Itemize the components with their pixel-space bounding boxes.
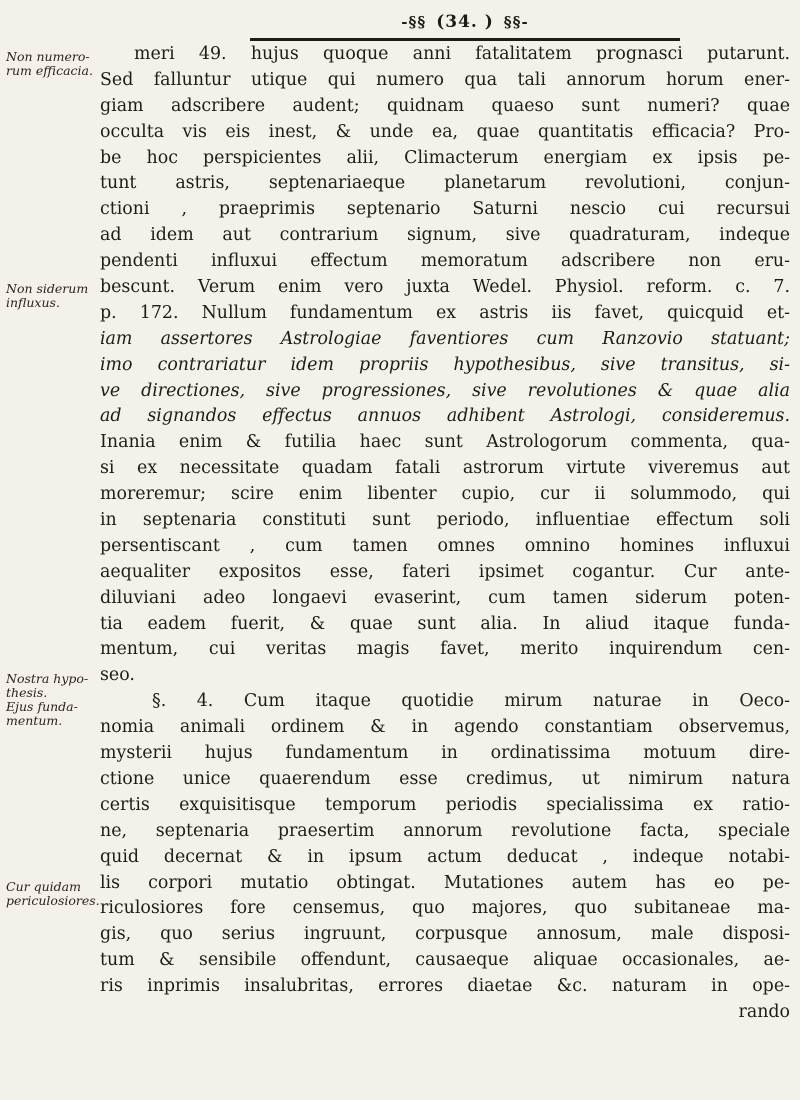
text-line: gis, quo serius ingruunt, corpusque annosum, male disposi- (100, 924, 790, 945)
text-line: moreremur; scire enim libenter cupio, cur ii solummodo, qui (100, 484, 790, 505)
text-line: ad idem aut contrarium signum, sive quadraturam, indeque (100, 225, 790, 246)
text-line-italic: ve directiones, sive progressiones, sive revolutiones & quae alia (100, 380, 790, 401)
text-line: lis corpori mutatio obtingat. Mutationes autem has eo pe- (100, 872, 790, 893)
text-line: pendenti influxui effectum memoratum adscribere non eru- (100, 251, 790, 272)
text-line: seo. (100, 665, 135, 686)
text-line-italic: p. 172. Nullum fundamentum ex astris iis favet, quicquid et- (100, 302, 790, 323)
text-line: ctioni , praeprimis septenario Saturni nescio cui recursui (100, 199, 790, 220)
text-line: mysterii hujus fundamentum in ordinatissima motuum dire- (100, 743, 790, 764)
margin-note-line: Non numero- (6, 49, 90, 64)
margin-note-hypothesis (6, 672, 100, 728)
margin-note-line: Ejus funda- (6, 699, 78, 714)
text-line: si ex necessitate quadam fatali astrorum virtute viveremus aut (100, 458, 790, 479)
text-line: diluviani adeo longaevi evaserint, cum tamen siderum poten- (100, 587, 790, 608)
margin-note-line: Cur quidam (6, 879, 81, 894)
header-rule (250, 38, 680, 41)
text-line: tia eadem fuerit, & quae sunt alia. In aliud itaque funda- (100, 613, 790, 634)
margin-note-numbers (6, 50, 100, 78)
margin-note-line: Non siderum (6, 281, 89, 296)
margin-note-line: Nostra hypo- (6, 671, 89, 686)
text-line: aequaliter expositos esse, fateri ipsimet cogantur. Cur ante- (100, 561, 790, 582)
text-line: ne, septenaria praesertim annorum revolutione facta, speciale (100, 820, 790, 841)
section-heading-line: §. 4. Cum itaque quotidie mirum naturae in Oeco- (152, 691, 790, 712)
text-line: ris inprimis insalubritas, errores diaetae &c. naturam in ope- (100, 976, 790, 997)
text-line-italic: ad signandos effectus annuos adhibent Astrologi, consideremus. (100, 406, 790, 427)
text-line: certis exquisitisque temporum periodis specialissima ex ratio- (100, 794, 790, 815)
text-line: giam adscribere audent; quidnam quaeso sunt numeri? quae (100, 95, 790, 116)
margin-note-line: influxus. (6, 295, 60, 310)
text-line-italic: imo contrariatur idem propriis hypothesibus, sive transitus, si- (100, 354, 790, 375)
catchword: rando (738, 1001, 790, 1022)
page-number: (34. ) (436, 12, 494, 32)
text-line: be hoc perspicientes alii, Climacterum energiam ex ipsis pe- (100, 147, 790, 168)
text-line: in septenaria constituti sunt periodo, influentiae effectum soli (100, 510, 790, 531)
text-line: persentiscant , cum tamen omnes omnino homines influxui (100, 535, 790, 556)
text-line: Inania enim & futilia haec sunt Astrologorum commenta, qua- (100, 432, 790, 453)
text-line: mentum, cui veritas magis favet, merito inquirendum cen- (100, 639, 790, 660)
body-text (100, 42, 790, 1026)
margin-note-line: periculosiores. (6, 893, 100, 908)
margin-note-periculosiores (6, 880, 100, 908)
text-line: nomia animali ordinem & in agendo constantiam observemus, (100, 717, 790, 738)
header-ornament-right: §§- (503, 13, 529, 31)
margin-note-line: rum efficacia. (6, 63, 93, 78)
text-line: riculosiores fore censemus, quo majores, quo subitaneae ma- (100, 898, 790, 919)
text-line: ctione unice quaerendum esse credimus, ut nimirum natura (100, 768, 790, 789)
text-line: Sed falluntur utique qui numero qua tali annorum horum ener- (100, 69, 790, 90)
margin-note-stars (6, 282, 100, 310)
text-line-italic: iam assertores Astrologiae faventiores cum Ranzovio statuant; (100, 328, 790, 349)
header-ornament-left: -§§ (401, 13, 427, 31)
text-line: meri 49. hujus quoque anni fatalitatem prognasci putarunt. (134, 44, 790, 64)
margin-note-line: thesis. (6, 685, 48, 700)
text-line: tum & sensibile offendunt, causaeque aliquae occasionales, ae- (100, 950, 790, 971)
text-line: occulta vis eis inest, & unde ea, quae quantitatis efficacia? Pro- (100, 121, 790, 142)
text-line: bescunt. Verum enim vero juxta Wedel. Physiol. reform. c. 7. (100, 277, 790, 298)
running-header (250, 6, 680, 38)
text-line: quid decernat & in ipsum actum deducat , indeque notabi- (100, 846, 790, 867)
margin-note-line: mentum. (6, 713, 63, 728)
text-line: tunt astris, septenariaeque planetarum revolutioni, conjun- (100, 173, 790, 194)
